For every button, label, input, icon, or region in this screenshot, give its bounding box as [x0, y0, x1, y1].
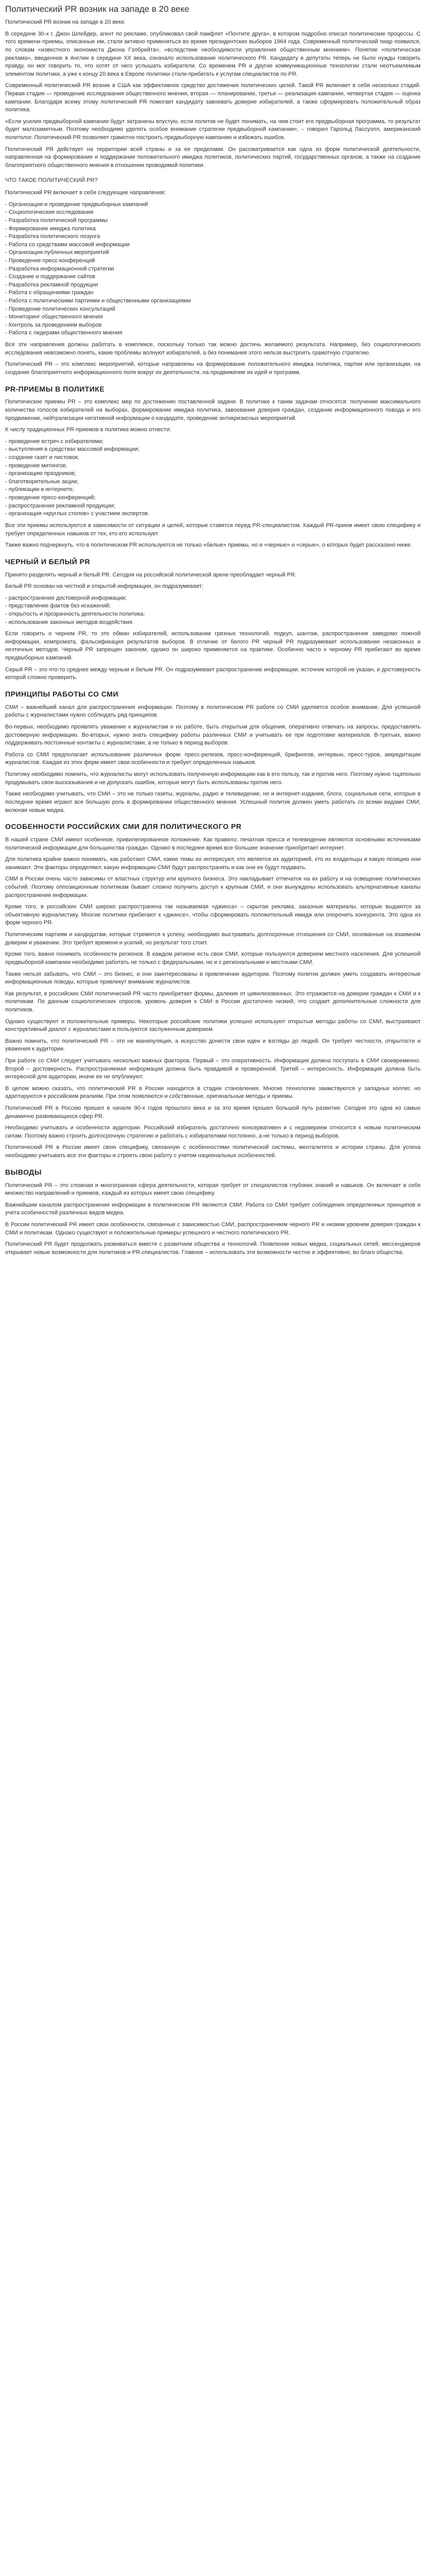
paragraph: В нашей стране СМИ имеют особенное, привилегированное положение. Как правило, печатная пресса и телевидение являются основными источниками политической информации для большинства граждан. Однако в последнее время все большее значение приобретает интернет.	[5, 836, 421, 851]
intro-section	[5, 19, 421, 170]
list-item: - Разработка политического лозунга	[5, 233, 100, 240]
list-item: - организация «круглых столов» с участием экспертов.	[5, 511, 149, 517]
list-item: - Организация публичных мероприятий	[5, 249, 109, 256]
list-item: - Контроль за проведением выборов	[5, 321, 102, 328]
paragraph: Политический PR в России имеет свою специфику, связанную с особенностями политической системы, менталитета и истории страны. Для успеха необходимо учитывать все эти факторы и строить свою работу с учетом национальных особенностей.	[5, 1144, 421, 1159]
paragraph: В России политический PR имеет свои особенности, связанные с зависимостью СМИ, распространением черного PR и низким уровнем доверия граждан к СМИ и политикам. Однако существуют и положительные примеры успешного и честного политического PR.	[5, 1222, 421, 1236]
paragraph: Если говорить о черном PR, то это обман избирателей, использование грязных технологий, подкуп, шантаж, распространение заведомо ложной информации, компромата, фальсификация результатов выборов. В отличие от белого PR черный PR подразумевает использование незаконных и неэтичных методов. Черный PR запрещен законом, однако он широко применяется на практике. Особенно часто к черному PR прибегают во время предвыборных кампаний.	[5, 631, 421, 662]
paragraph: Политический PR – это сложная и многогранная сфера деятельности, которая требует от специалистов глубоких знаний и навыков. Он включает в себя множество направлений и приемов, каждый из которых имеет свою специфику.	[5, 1182, 421, 1197]
list-item: - благотворительные акции;	[5, 478, 79, 485]
section-body-4	[5, 522, 421, 550]
list-item: - проведение пресс-конференций;	[5, 495, 96, 501]
paragraph: Важно помнить, что политический PR – это не манипуляция, а искусство донести свои идеи и взгляды до людей. Он требует честности, открытости и уважения к аудитории.	[5, 1038, 421, 1053]
paragraph: Серый PR – это что-то среднее между черным и белым PR. Он подразумевает распространение информации, источник которой не указан, и достоверность которой сложно проверить.	[5, 666, 421, 681]
paragraph: Кроме того, в российских СМИ широко распространена так называемая «джинса» – скрытая реклама, заказные материалы, которые выдаются за объективную журналистику. Многие политики прибегают к «джинсе», чтобы сформировать положительный имидж или опорочить конкурента. Это одна из форм черного PR.	[5, 904, 421, 926]
paragraph: СМИ – важнейший канал для распространения информации. Поэтому в политическом PR работе со СМИ уделяется особое внимание. Для успешной работы с журналистами нужно соблюдать ряд принципов.	[5, 704, 421, 719]
section-body-6	[5, 630, 421, 682]
paragraph: В середине 30-х г. Джон Шлейдер, агент по рекламе, опубликовал свой памфлет «Почтите друга», в котором подробно описал политические процессы. С того времени приемы, описанные им, стали активно применяться во время президентских выборов 1964 года. Современный политический пиар появился, по словам «известного экономиста Джона Гэлбрейта», «вследствие необходимости управления общественным мнением». Понятие «политическая реклама», введенное в Англии в середине XX века, означало использование политического PR. Кандидату в депутаты теперь не было нужды говорить правду, он мог говорить то, что хотят от него услышать избиратели. Со временем PR и другие коммуникационные технологии стали неотъемлемым элементом политики, а уже к концу 20 века в Европе политики стали прибегать к услугам специалистов по PR.	[5, 30, 421, 77]
section-body-9	[5, 1182, 421, 1257]
paragraph: Политический PR в Россию пришел в начале 90-х годов прошлого века и за это время прошел большой путь развития. Сегодня это одна из самых динамично развивающихся сфер PR.	[5, 1105, 421, 1120]
paragraph: Для политика крайне важно понимать, как работают СМИ, какие темы их интересуют, кто является их аудиторией, кто их владельцы и какую позицию они занимают. Эти факторы определяют, какую информацию СМИ будут распространять и как они ее будут подавать.	[5, 856, 421, 871]
paragraph: Политический PR действует на территории всей страны и за ее пределами. Он рассматривается как одна из форм политической деятельности, направленная на формирование и поддержание положительного имиджа политиков, политических партий, государственных органов, а также на создание благоприятного общественного мнения в отношении проводимой политики.	[5, 146, 421, 168]
paragraph: Политику необходимо помнить, что журналисты могут использовать полученную информацию как в его пользу, так и против него. Поэтому нужно тщательно продумывать свои высказывания и не допускать ошибок, которые могут быть использованы против него.	[5, 771, 421, 786]
paragraph: Необходимо учитывать и особенности аудитории. Российский избиратель достаточно консервативен и с недоверием относится к новым политическим силам. Поэтому важно строить долгосрочную стратегию и работать с избирателями постоянно, а не только в период выборов.	[5, 1125, 421, 1139]
list-item: - выступления в средствах массовой информации;	[5, 446, 139, 453]
article	[0, 0, 426, 1266]
list-item: - Организация и проведение предвыборных кампаний	[5, 201, 148, 208]
paragraph: «Если усилия предвыборной кампании будут затрачены впустую, если политик не будет понимать, на чем стоит его предвыборная программа, то результат будет малозаметным. Поэтому необходимо уделять особое внимание стратегии предвыборной кампании», – говорил Гарольд Лассуэлл, американский политолог. Политический PR позволяет грамотно построить предвыборную кампанию и избежать ошибок.	[5, 118, 421, 141]
paragraph: К числу традиционных PR-приемов в политике можно отнести:	[5, 427, 171, 433]
list-item: - создание газет и листовок;	[5, 454, 79, 461]
paragraph: Важнейшим каналом распространения информации в политическом PR являются СМИ. Работа со СМИ требует соблюдения определенных принципов и учета особенностей различных видов медиа.	[5, 1201, 421, 1216]
list-item: - распространение достоверной информации;	[5, 595, 127, 601]
paragraph: Также важно подчеркнуть, что в политическом PR используются не только «белые» приемы, но и «черные» и «серые», о которых будет рассказано ниже.	[5, 542, 412, 549]
white-pr-list	[5, 595, 421, 626]
list-item: - Работа с лидерами общественного мнения	[5, 330, 123, 336]
list-item: - проведение митингов;	[5, 462, 67, 469]
paragraph: Политический PR будет продолжать развиваться вместе с развитием общества и технологий. Появление новых медиа, социальных сетей, мессенджеров открывает новые возможности для политиков и PR-специалистов. Главное – использовать эти возможности честно и эффективно, во благо общества.	[5, 1241, 421, 1256]
list-item: - Формирование имиджа политика	[5, 225, 96, 232]
list-item: - Работа со средствами массовой информации	[5, 241, 130, 248]
paragraph: Работа со СМИ предполагает использование различных форм: пресс-релизов, пресс-конференций, брифингов, интервью, пресс-туров, аккредитации журналистов. Каждая из этих форм имеет свои особенности и требует определенных навыков.	[5, 751, 421, 766]
paragraph: Также нельзя забывать, что СМИ – это бизнес, и они заинтересованы в привлечении аудитории. Поэтому политик должен уметь создавать интересные информационные поводы, которые привлекут внимание журналистов.	[5, 971, 421, 986]
paragraph: СМИ в России очень часто зависимы от властных структур или крупного бизнеса. Это накладывает отпечаток на их работу и на освещение политических событий. Поэтому оппозиционным политикам бывает сложно получить доступ к крупным СМИ, и они вынуждены использовать альтернативные каналы распространения информации.	[5, 876, 421, 899]
heading-black-white-pr: ЧЕРНЫЙ И БЕЛЫЙ PR	[5, 557, 91, 566]
paragraph: Политическим партиям и кандидатам, которые стремятся к успеху, необходимо выстраивать долгосрочные отношения со СМИ, основанные на взаимном доверии и уважении. Это требует времени и усилий, но результат того стоит.	[5, 931, 421, 946]
paragraph: Во-первых, необходимо проявлять уважение к журналистам и их работе, быть открытым для общения, оперативно отвечать на запросы, предоставлять достоверную информацию. Во-вторых, нужно знать специфику работы различных СМИ и учитывать ее при подготовке материалов. В-третьих, важно поддерживать постоянные контакты с журналистами, а не только в период выборов.	[5, 724, 421, 747]
paragraph: Кроме того, важно понимать особенности регионов. В каждом регионе есть свои СМИ, которые пользуются доверием местного населения. Для успешной предвыборной кампании необходимо работать не только с федеральными, но и с региональными и местными СМИ.	[5, 951, 421, 965]
list-item: - Проведение пресс-конференций	[5, 257, 95, 264]
list-item: - Разработка политической программы	[5, 217, 108, 224]
paragraph: Политический PR – это комплекс мероприятий, которые направлены на формирование положительного имиджа политика, партии или организации, на создание благоприятного информационного поля вокруг их деятельности, на продвижение их идей и программ.	[5, 361, 421, 376]
paragraph: В целом можно сказать, что политический PR в России находится в стадии становления. Многие технологии заимствуются у западных коллег, но адаптируются к российским реалиям. При этом появляются и собственные, оригинальные методы и приемы.	[5, 1085, 421, 1100]
list-item: - использование законных методов воздействия.	[5, 619, 134, 625]
list-item: - Проведение политических консультаций	[5, 306, 115, 312]
subheading-what-is: ЧТО ТАКОЕ ПОЛИТИЧЕСКИЙ PR?	[5, 177, 98, 184]
paragraph: При работе со СМИ следует учитывать несколько важных факторов. Первый – это оперативность. Информация должна поступать в СМИ своевременно. Второй – достоверность. Распространяемая информация должна быть правдивой и проверенной. Третий – интересность. Информация должна быть интересной для аудитории, иначе ее не опубликуют.	[5, 1058, 421, 1080]
list-item: - Создание и поддержание сайтов	[5, 274, 96, 280]
paragraph: Белый PR основан на честной и открытой информации, он подразумевает:	[5, 583, 203, 590]
list-item: - Мониторинг общественного мнения	[5, 314, 103, 320]
paragraph: Политический PR возник на западе в 20 веке.	[5, 19, 126, 26]
page-title: Политический PR возник на западе в 20 веке	[5, 4, 189, 14]
section-body-2	[5, 341, 421, 377]
list-item: - организацию праздников;	[5, 470, 76, 477]
section-body-3	[5, 398, 421, 434]
directions-list	[5, 201, 421, 337]
techniques-list	[5, 438, 421, 518]
paragraph: Все эти приемы используются в зависимости от ситуации и целей, которые ставятся перед PR-специалистом. Каждый PR-прием имеет свою специфику и требует определенных навыков от тех, кто его использует.	[5, 522, 421, 537]
list-item: - Работа с политическими партиями и общественными организациями	[5, 298, 191, 304]
paragraph: Однако существуют и положительные примеры. Некоторые российские политики успешно используют открытые методы работы со СМИ, выстраивают конструктивный диалог с журналистами и пользуются заслуженным доверием.	[5, 1018, 421, 1033]
definition-paragraph: Политический PR включает в себя следующие направления:	[5, 190, 166, 196]
list-item: - Работа с обращениями граждан	[5, 290, 94, 296]
heading-conclusions: ВЫВОДЫ	[5, 1167, 42, 1176]
paragraph: Политические приемы PR – это комплекс мер по достижению поставленной задачи. В политике к таким задачам относятся: получение максимального количества голосов избирателей на выборах, формирование имиджа политика, завоевание доверия граждан, создание информационного повода и его продвижение, нейтрализация негативной информации о кандидате, проведение антикризисных мероприятий.	[5, 399, 421, 421]
list-item: - открытость и прозрачность деятельности политика;	[5, 611, 145, 618]
list-item: - представление фактов без искажений;	[5, 603, 111, 609]
section-body-5	[5, 571, 421, 591]
list-item: - Разработка рекламной продукции	[5, 281, 98, 288]
list-item: - Разработка информационной стратегии	[5, 265, 114, 272]
list-item: - распространение рекламной продукции;	[5, 502, 115, 509]
heading-media-principles: ПРИНЦИПЫ РАБОТЫ СО СМИ	[5, 689, 119, 698]
section-body-8	[5, 836, 421, 1160]
paragraph: Также необходимо учитывать, что СМИ – это не только газеты, журналы, радио и телевидение, но и интернет-издания, блоги, социальные сети, которые в последнее время играют все большую роль в формировании общественного мнения. Успешный политик должен уметь работать со всеми видами СМИ, включая новые медиа.	[5, 791, 421, 814]
paragraph: Современный политический PR возник в США как эффективное средство достижения политических целей. Такой PR включает в себя несколько стадий. Первая стадия — проведение исследования общественного мнения, вторая — планирование, третья — реализация кампании, четвертая стадия — оценка кампании. Благодаря всему этому политический PR помогает кандидату завоевать доверие избирателей, а также сформировать положительный образ политика.	[5, 82, 421, 113]
paragraph: Принято разделять черный и белый PR. Сегодня на российской политической арене преобладает черный PR.	[5, 571, 297, 578]
list-item: - публикации в интернете;	[5, 486, 74, 493]
paragraph: Все эти направления должны работать в комплексе, поскольку только так можно достичь желаемого результата. Например, без социологического исследования невозможно понять, какие проблемы волнуют избирателей, а без понимания этого нельзя выстроить грамотную стратегию.	[5, 342, 421, 356]
heading-pr-techniques: PR-ПРИЕМЫ В ПОЛИТИКЕ	[5, 384, 105, 393]
section-body-7	[5, 704, 421, 815]
paragraph: Как результат, в российских СМИ политический PR часто приобретает формы, далекие от цивилизованных. Это отражается на доверии граждан к СМИ и к политикам. По данным социологических опросов, уровень доверия к СМИ в России достаточно низкий, что создает дополнительные сложности для политиков.	[5, 990, 421, 1013]
list-item: - Социологические исследования	[5, 209, 94, 216]
heading-russian-media: ОСОБЕННОСТИ РОССИЙСКИХ СМИ ДЛЯ ПОЛИТИЧЕСКОГО PR	[5, 822, 242, 831]
list-item: - проведение встреч с избирателями;	[5, 438, 104, 445]
